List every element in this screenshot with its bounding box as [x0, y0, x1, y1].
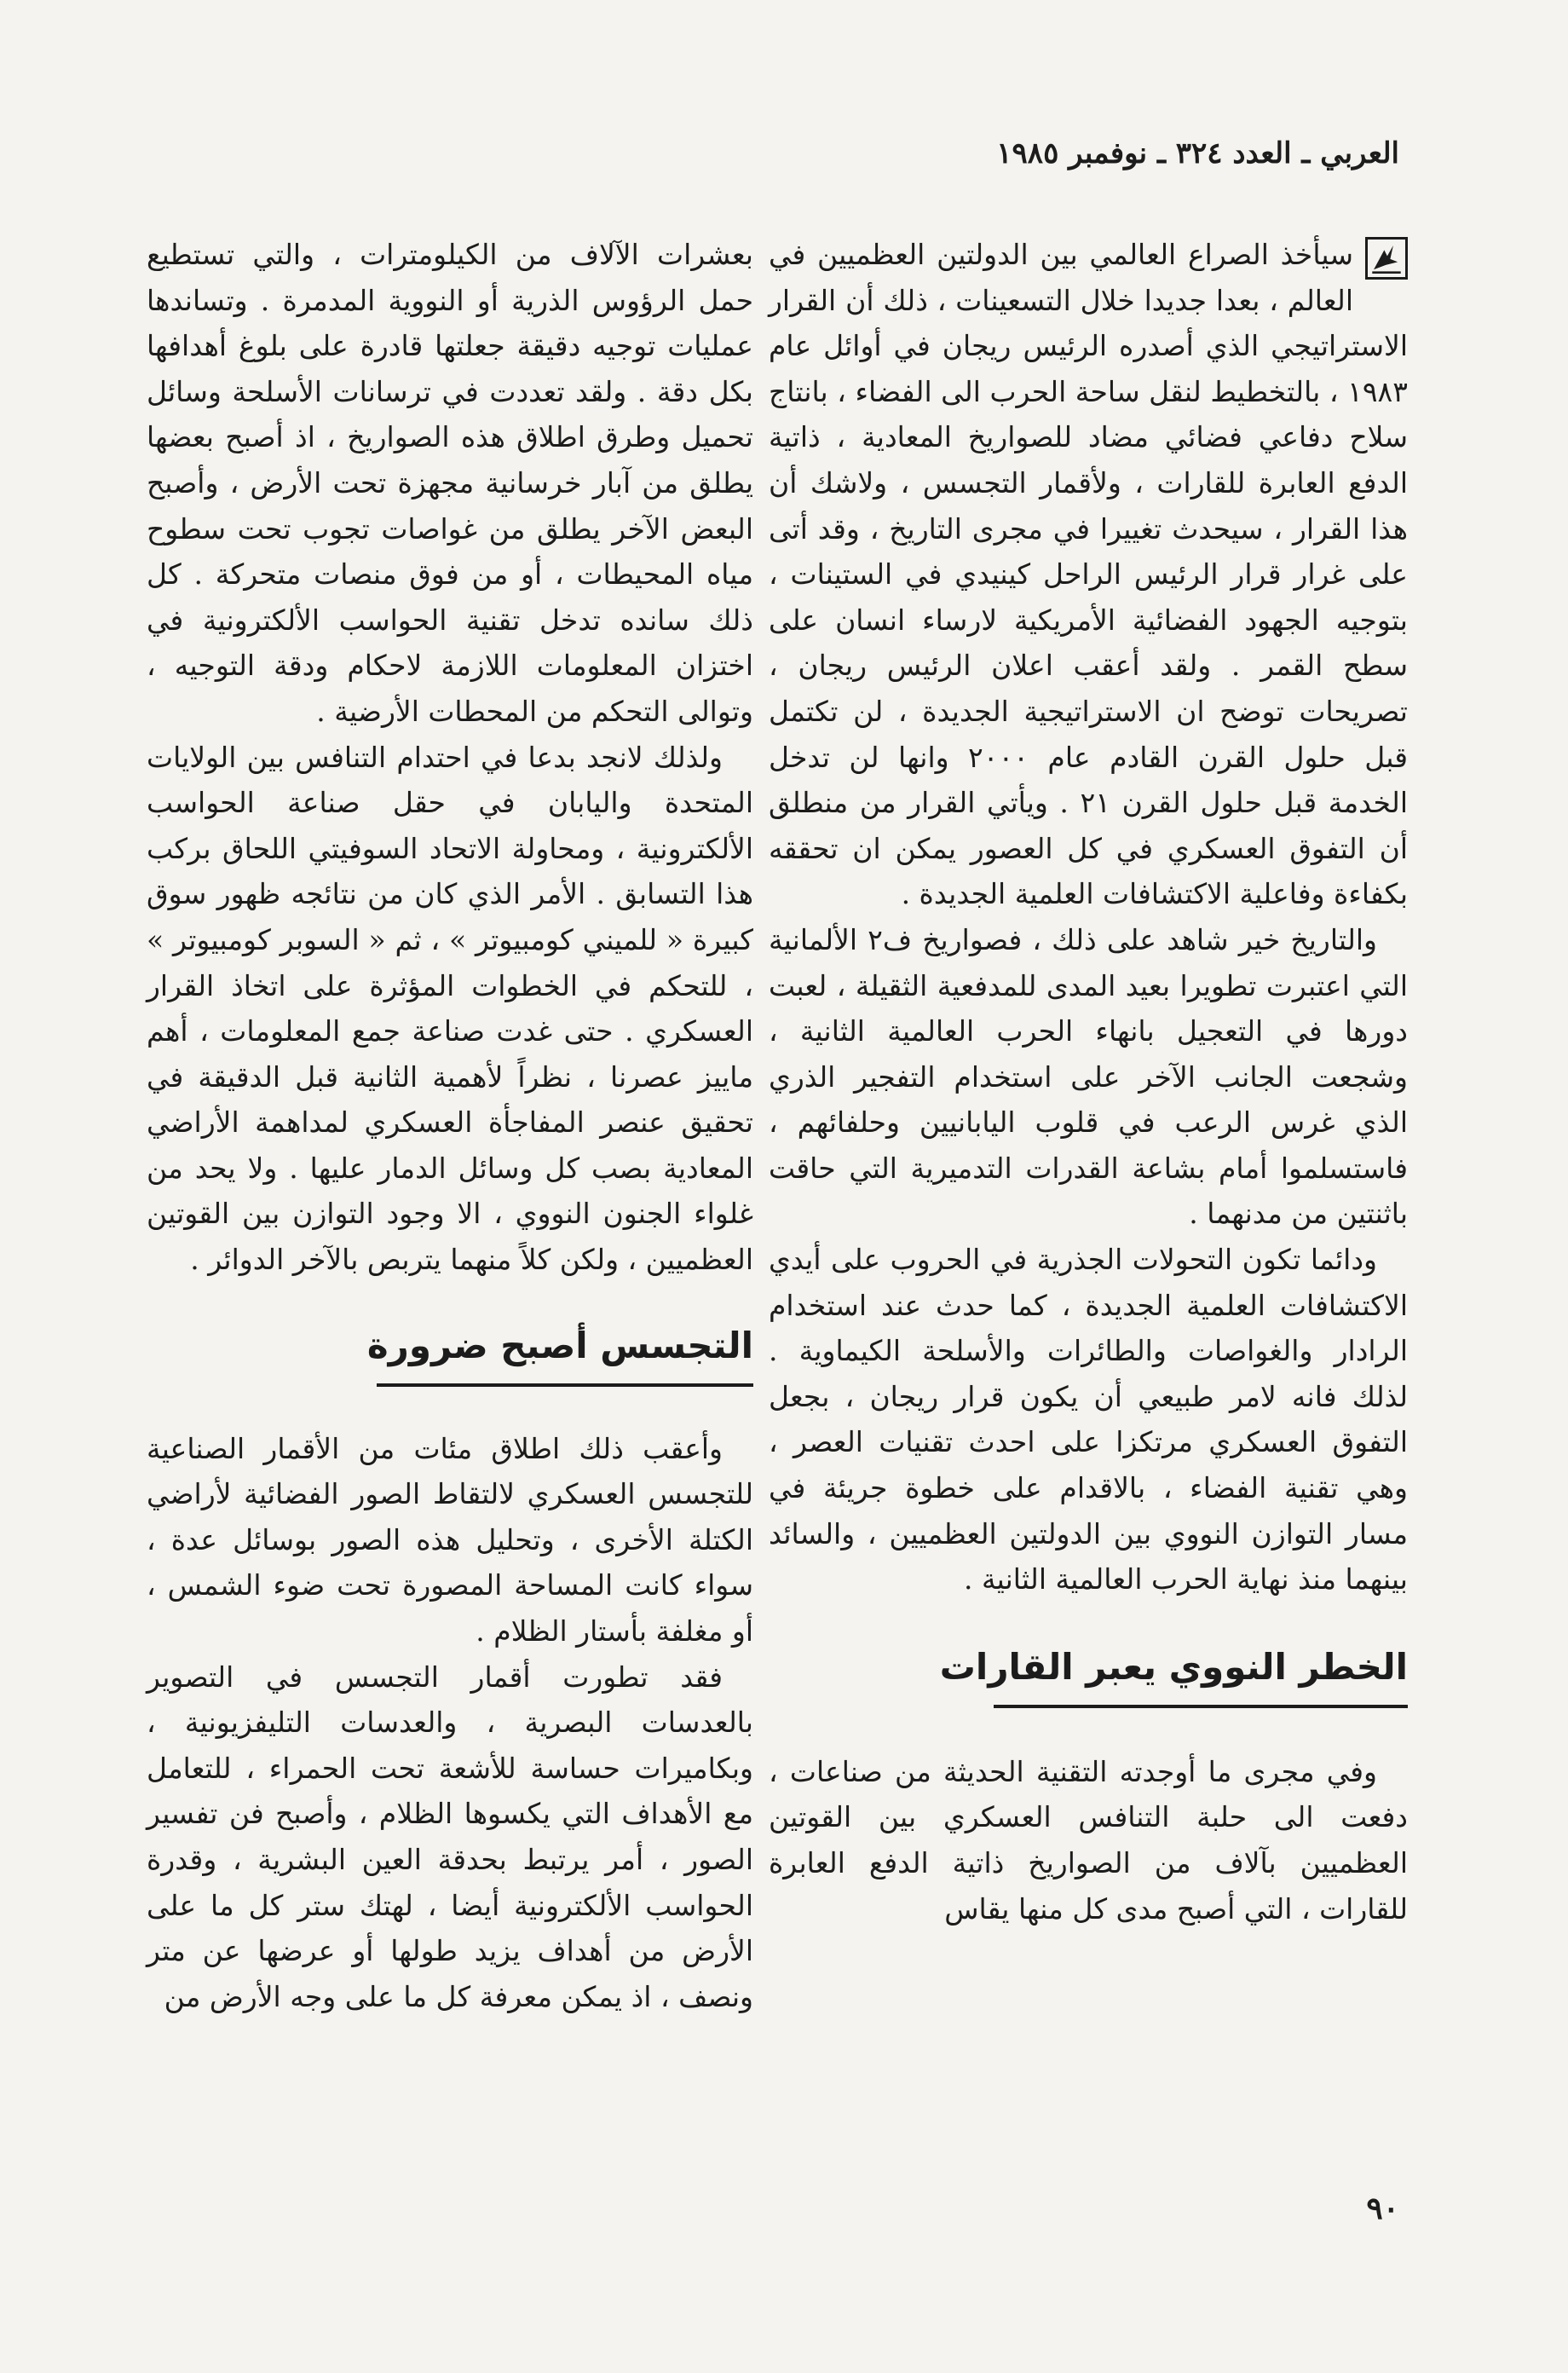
- left-column: [147, 232, 753, 2019]
- section-heading: الخطر النووي يعبر القارات: [939, 1645, 1408, 1688]
- paragraph: فقد تطورت أقمار التجسس في التصوير بالعدسات البصرية ، والعدسات التليفزيونية ، وبكاميرات حساسة للأشعة تحت الحمراء ، للتعامل مع الأهداف التي يكسوها الظلام ، وأصبح فن تفسير الصور ، أمر يرتبط بحدقة العين البشرية ، وقدرة الحواسب الألكترونية أيضا ، لهتك ستر كل ما على الأرض من أهداف يزيد طولها أو عرضها عن متر ونصف ، اذ يمكن معرفة كل ما على وجه الأرض من: [147, 1660, 753, 2013]
- section-heading-block: [147, 1320, 753, 1387]
- page-number: ٩٠: [1366, 2191, 1399, 2226]
- paragraph: والتاريخ خير شاهد على ذلك ، فصواريخ ف٢ الألمانية التي اعتبرت تطويرا بعيد المدى للمدفعية الثقيلة ، لعبت دورها في التعجيل بانهاء الحرب العالمية الثانية ، وشجعت الجانب الآخر على استخدام التفجير الذري الذي غرس الرعب في قلوب اليابانيين وحلفائهم ، فاستسلموا أمام بشاعة القدرات التدميرية التي حاقت باثنتين من مدنهما .: [769, 922, 1408, 1231]
- magazine-logo-icon: [1365, 237, 1408, 280]
- paragraph: بعشرات الآلاف من الكيلومترات ، والتي تستطيع حمل الرؤوس الذرية أو النووية المدمرة . وتساندها عمليات توجيه دقيقة جعلتها قادرة على بلوغ أهدافها بكل دقة . ولقد تعددت في ترسانات الأسلحة وسائل تحميل وطرق اطلاق هذه الصواريخ ، اذ أصبح بعضها يطلق من آبار خرسانية مجهزة تحت الأرض ، وأصبح البعض الآخر يطلق من غواصات تجوب تحت سطوح مياه المحيطات ، أو من فوق منصات متحركة . كل ذلك سانده تدخل تقنية الحواسب الألكترونية في اختزان المعلومات اللازمة لاحكام ودقة التوجيه ، وتوالى التحكم من المحطات الأرضية .: [147, 238, 753, 728]
- section-heading: التجسس أصبح ضرورة: [366, 1324, 753, 1366]
- right-column: [769, 232, 1408, 1931]
- paragraph: وفي مجرى ما أوجدته التقنية الحديثة من صناعات ، دفعت الى حلبة التنافس العسكري بين القوتين العظميين بآلاف من الصواريخ ذاتية الدفع العابرة للقارات ، التي أصبح مدى كل منها يقاس: [769, 1754, 1408, 1926]
- paragraph: ودائما تكون التحولات الجذرية في الحروب على أيدي الاكتشافات العلمية الجديدة ، كما حدث عند استخدام الرادار والغواصات والطائرات والأسلحة الكيماوية . لذلك فانه لامر طبيعي أن يكون قرار ريجان ، بجعل التفوق العسكري مرتكزا على احدث تقنيات العصر ، وهي تقنية الفضاء ، بالاقدام على خطوة جريئة في مسار التوازن النووي بين الدولتين العظميين ، والسائد بينهما منذ نهاية الحرب العالمية الثانية .: [769, 1243, 1408, 1596]
- paragraph: ولذلك لانجد بدعا في احتدام التنافس بين الولايات المتحدة واليابان في حقل صناعة الحواسب الألكترونية ، ومحاولة الاتحاد السوفيتي اللحاق بركب هذا التسابق . الأمر الذي كان من نتائجه ظهور سوق كبيرة « للميني كومبيوتر » ، ثم « السوبر كومبيوتر » ، للتحكم في الخطوات المؤثرة على اتخاذ القرار العسكري . حتى غدت صناعة جمع المعلومات ، أهم ماييز عصرنا ، نظراً لأهمية الثانية قبل الدقيقة في تحقيق عنصر المفاجأة العسكري لمداهمة الأراضي المعادية بصب كل وسائل الدمار عليها . ولا يحد من غلواء الجنون النووي ، الا وجود التوازن بين القوتين العظميين ، ولكن كلاً منهما يتربص بالآخر الدوائر .: [147, 740, 753, 1277]
- section-heading-block: [769, 1642, 1408, 1708]
- paragraph: [769, 232, 1408, 917]
- running-head: العربي ـ العدد ٣٢٤ ـ نوفمبر ١٩٨٥: [996, 136, 1399, 170]
- heading-rule: [994, 1705, 1408, 1708]
- paragraph: وأعقب ذلك اطلاق مئات من الأقمار الصناعية للتجسس العسكري لالتقاط الصور الفضائية لأراضي الكتلة الأخرى ، وتحليل هذه الصور بوسائل عدة ، سواء كانت المساحة المصورة تحت ضوء الشمس ، أو مغلفة بأستار الظلام .: [147, 1431, 753, 1648]
- paragraph-text: سيأخذ الصراع العالمي بين الدولتين العظميين في العالم ، بعدا جديدا خلال التسعينات ، ذلك أن القرار الاستراتيجي الذي أصدره الرئيس ريجان في أوائل عام ١٩٨٣ ، بالتخطيط لنقل ساحة الحرب الى الفضاء ، بانتاج سلاح دفاعي فضائي مضاد للصواريخ المعادية ، ذاتية الدفع العابرة للقارات ، ولأقمار التجسس ، ولاشك أن هذا القرار ، سيحدث تغييرا في مجرى التاريخ ، وقد أتى على غرار قرار الرئيس الراحل كينيدي في الستينات ، بتوجيه الجهود الفضائية الأمريكية لارساء انسان على سطح القمر . ولقد أعقب اعلان الرئيس ريجان ، تصريحات توضح ان الاستراتيجية الجديدة ، لن تكتمل قبل حلول القرن القادم عام ٢٠٠٠ وانها لن تدخل الخدمة قبل حلول القرن ٢١ . ويأتي القرار من منطلق أن التفوق العسكري في كل العصور يمكن ان تحققه بكفاءة وفاعلية الاكتشافات العلمية الجديدة .: [769, 238, 1409, 911]
- heading-rule: [377, 1383, 753, 1387]
